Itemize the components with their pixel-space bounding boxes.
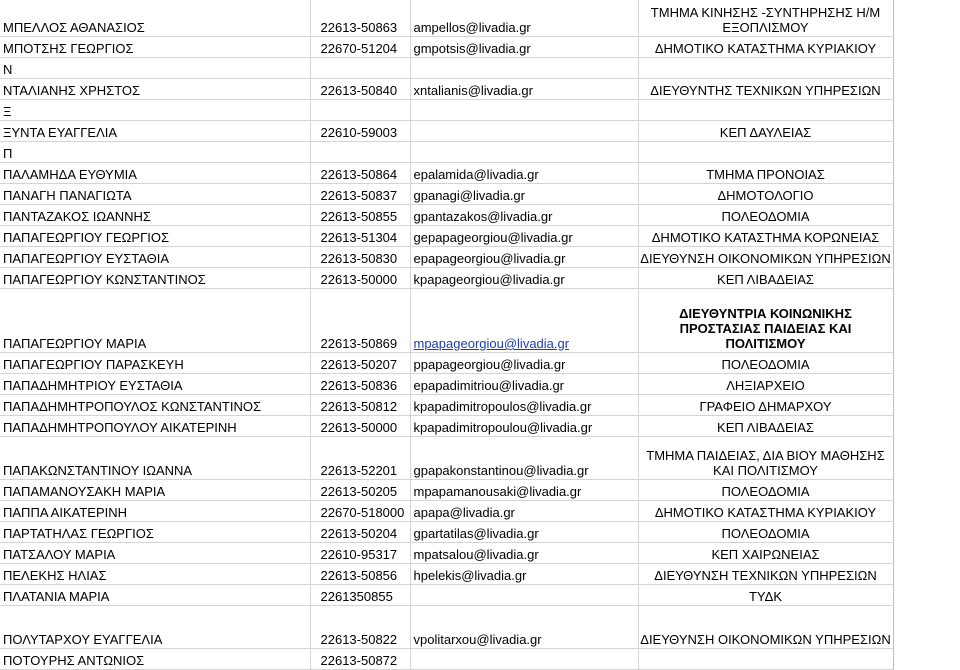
department-cell: ΔΙΕΥΘΥΝΣΗ ΟΙΚΟΝΟΜΙΚΩΝ ΥΠΗΡΕΣΙΩΝ (638, 247, 893, 268)
department-cell (638, 649, 893, 670)
phone-cell (310, 58, 410, 79)
name-cell: ΠΑΠΑΔΗΜΗΤΡΟΠΟΥΛΟΥ ΑΙΚΑΤΕΡΙΝΗ (0, 416, 310, 437)
name-cell: ΠΑΠΑΜΑΝΟΥΣΑΚΗ ΜΑΡΙΑ (0, 480, 310, 501)
name-cell: ΠΟΛΥΤΑΡΧΟΥ ΕΥΑΓΓΕΛΙΑ (0, 606, 310, 649)
phone-cell: 22610-95317 (310, 543, 410, 564)
email-cell: epapadimitriou@livadia.gr (410, 374, 638, 395)
email-cell (410, 649, 638, 670)
phone-cell: 22613-51304 (310, 226, 410, 247)
phone-cell: 22613-50836 (310, 374, 410, 395)
table-row (0, 247, 893, 268)
phone-cell: 22613-50840 (310, 79, 410, 100)
department-cell: ΠΟΛΕΟΔΟΜΙΑ (638, 205, 893, 226)
name-cell: ΝΤΑΛΙΑΝΗΣ ΧΡΗΣΤΟΣ (0, 79, 310, 100)
table-row (0, 437, 893, 480)
phone-cell: 22613-50837 (310, 184, 410, 205)
department-cell: ΔΗΜΟΤΙΚΟ ΚΑΤΑΣΤΗΜΑ ΚΥΡΙΑΚΙΟΥ (638, 37, 893, 58)
email-cell: mpatsalou@livadia.gr (410, 543, 638, 564)
department-cell: ΤΥΔΚ (638, 585, 893, 606)
phone-cell: 22613-50822 (310, 606, 410, 649)
phone-cell: 22670-518000 (310, 501, 410, 522)
department-cell: ΔΙΕΥΘΥΝΤΗΣ ΤΕΧΝΙΚΩΝ ΥΠΗΡΕΣΙΩΝ (638, 79, 893, 100)
phone-cell: 22613-52201 (310, 437, 410, 480)
email-cell (410, 289, 638, 353)
phone-cell: 22613-50863 (310, 0, 410, 37)
phone-cell: 22613-50000 (310, 268, 410, 289)
email-cell: kpapadimitropoulou@livadia.gr (410, 416, 638, 437)
table-row (0, 522, 893, 543)
department-cell: ΠΟΛΕΟΔΟΜΙΑ (638, 353, 893, 374)
department-cell: ΚΕΠ ΛΙΒΑΔΕΙΑΣ (638, 416, 893, 437)
table-row (0, 289, 893, 353)
table-row (0, 163, 893, 184)
phone-cell: 22613-50812 (310, 395, 410, 416)
letter-divider-row (0, 58, 893, 79)
phone-cell (310, 100, 410, 121)
table-row (0, 374, 893, 395)
name-cell: ΠΑΠΑΓΕΩΡΓΙΟΥ ΕΥΣΤΑΘΙΑ (0, 247, 310, 268)
email-cell: epapageorgiou@livadia.gr (410, 247, 638, 268)
department-cell: ΤΜΗΜΑ ΚΙΝΗΣΗΣ -ΣΥΝΤΗΡΗΣΗΣ Η/Μ ΕΞΟΠΛΙΣΜΟΥ (638, 0, 893, 37)
department-cell: ΔΗΜΟΤΙΚΟ ΚΑΤΑΣΤΗΜΑ ΚΥΡΙΑΚΙΟΥ (638, 501, 893, 522)
table-row (0, 226, 893, 247)
email-cell: gpapakonstantinou@livadia.gr (410, 437, 638, 480)
name-cell: ΠΑΠΑΓΕΩΡΓΙΟΥ ΓΕΩΡΓΙΟΣ (0, 226, 310, 247)
table-row (0, 37, 893, 58)
department-cell: ΛΗΞΙΑΡΧΕΙΟ (638, 374, 893, 395)
department-cell: ΚΕΠ ΛΙΒΑΔΕΙΑΣ (638, 268, 893, 289)
department-cell: ΚΕΠ ΧΑΙΡΩΝΕΙΑΣ (638, 543, 893, 564)
department-cell (638, 142, 893, 163)
name-cell: ΠΑΡΤΑΤΗΛΑΣ ΓΕΩΡΓΙΟΣ (0, 522, 310, 543)
name-cell: ΠΑΠΑΓΕΩΡΓΙΟΥ ΚΩΝΣΤΑΝΤΙΝΟΣ (0, 268, 310, 289)
name-cell: ΠΕΛΕΚΗΣ ΗΛΙΑΣ (0, 564, 310, 585)
email-cell: ppapageorgiou@livadia.gr (410, 353, 638, 374)
table-row (0, 416, 893, 437)
email-cell (410, 100, 638, 121)
department-cell: ΔΙΕΥΘΥΝΣΗ ΟΙΚΟΝΟΜΙΚΩΝ ΥΠΗΡΕΣΙΩΝ (638, 606, 893, 649)
table-row (0, 395, 893, 416)
email-cell: ampellos@livadia.gr (410, 0, 638, 37)
letter-divider-row (0, 100, 893, 121)
department-cell: ΤΜΗΜΑ ΠΡΟΝΟΙΑΣ (638, 163, 893, 184)
table-row (0, 585, 893, 606)
email-cell (410, 58, 638, 79)
table-row (0, 205, 893, 226)
phone-cell: 22613-50856 (310, 564, 410, 585)
table-row (0, 353, 893, 374)
email-cell (410, 142, 638, 163)
table-row (0, 268, 893, 289)
phone-cell: 22613-50872 (310, 649, 410, 670)
table-row (0, 121, 893, 142)
name-cell: ΠΑΠΑΚΩΝΣΤΑΝΤΙΝΟΥ ΙΩΑΝΝΑ (0, 437, 310, 480)
email-cell: xntalianis@livadia.gr (410, 79, 638, 100)
name-cell: ΞΥΝΤΑ ΕΥΑΓΓΕΛΙΑ (0, 121, 310, 142)
department-cell: ΚΕΠ ΔΑΥΛΕΙΑΣ (638, 121, 893, 142)
email-cell: vpolitarxou@livadia.gr (410, 606, 638, 649)
phone-cell: 22613-50869 (310, 289, 410, 353)
department-cell: ΤΜΗΜΑ ΠΑΙΔΕΙΑΣ, ΔΙΑ ΒΙΟΥ ΜΑΘΗΣΗΣ ΚΑΙ ΠΟΛΙΤΙΣΜΟΥ (638, 437, 893, 480)
table-row (0, 184, 893, 205)
phone-cell: 22670-51204 (310, 37, 410, 58)
name-cell: ΠΑΤΣΑΛΟΥ ΜΑΡΙΑ (0, 543, 310, 564)
table-row (0, 501, 893, 522)
phone-cell: 22613-50204 (310, 522, 410, 543)
table-row (0, 564, 893, 585)
email-cell: kpapageorgiou@livadia.gr (410, 268, 638, 289)
letter-divider-cell: Π (0, 142, 310, 163)
email-cell: gpantazakos@livadia.gr (410, 205, 638, 226)
department-cell: ΠΟΛΕΟΔΟΜΙΑ (638, 480, 893, 501)
name-cell: ΠΑΝΑΓΗ ΠΑΝΑΓΙΩΤΑ (0, 184, 310, 205)
email-cell: gpartatilas@livadia.gr (410, 522, 638, 543)
department-cell (638, 100, 893, 121)
name-cell: ΠΑΠΑΓΕΩΡΓΙΟΥ ΜΑΡΙΑ (0, 289, 310, 353)
letter-divider-cell: Ξ (0, 100, 310, 121)
table-row (0, 606, 893, 649)
table-row (0, 649, 893, 670)
email-cell: gpanagi@livadia.gr (410, 184, 638, 205)
email-cell: kpapadimitropoulos@livadia.gr (410, 395, 638, 416)
department-cell: ΔΗΜΟΤΙΚΟ ΚΑΤΑΣΤΗΜΑ ΚΟΡΩΝΕΙΑΣ (638, 226, 893, 247)
email-cell: gmpotsis@livadia.gr (410, 37, 638, 58)
table-row (0, 79, 893, 100)
phone-cell: 22613-50207 (310, 353, 410, 374)
email-cell (410, 121, 638, 142)
name-cell: ΠΑΝΤΑΖΑΚΟΣ ΙΩΑΝΝΗΣ (0, 205, 310, 226)
email-cell: mpapamanousaki@livadia.gr (410, 480, 638, 501)
department-cell: ΓΡΑΦΕΙΟ ΔΗΜΑΡΧΟΥ (638, 395, 893, 416)
name-cell: ΜΠΕΛΛΟΣ ΑΘΑΝΑΣΙΟΣ (0, 0, 310, 37)
phone-cell (310, 142, 410, 163)
phone-cell: 22610-59003 (310, 121, 410, 142)
department-cell (638, 58, 893, 79)
phone-cell: 2261350855 (310, 585, 410, 606)
department-cell: ΠΟΛΕΟΔΟΜΙΑ (638, 522, 893, 543)
table-row (0, 543, 893, 564)
department-cell: ΔΙΕΥΘΥΝΣΗ ΤΕΧΝΙΚΩΝ ΥΠΗΡΕΣΙΩΝ (638, 564, 893, 585)
phone-cell: 22613-50855 (310, 205, 410, 226)
email-cell: hpelekis@livadia.gr (410, 564, 638, 585)
name-cell: ΠΑΠΑΓΕΩΡΓΙΟΥ ΠΑΡΑΣΚΕΥΗ (0, 353, 310, 374)
department-cell: ΔΗΜΟΤΟΛΟΓΙΟ (638, 184, 893, 205)
name-cell: ΜΠΟΤΣΗΣ ΓΕΩΡΓΙΟΣ (0, 37, 310, 58)
phone-cell: 22613-50830 (310, 247, 410, 268)
table-row (0, 0, 893, 37)
email-link[interactable]: mpapageorgiou@livadia.gr (413, 336, 570, 351)
email-cell: epalamida@livadia.gr (410, 163, 638, 184)
email-cell: gepapageorgiou@livadia.gr (410, 226, 638, 247)
phone-cell: 22613-50205 (310, 480, 410, 501)
letter-divider-row (0, 142, 893, 163)
letter-divider-cell: Ν (0, 58, 310, 79)
phone-cell: 22613-50864 (310, 163, 410, 184)
name-cell: ΠΑΠΑΔΗΜΗΤΡΟΠΟΥΛΟΣ ΚΩΝΣΤΑΝΤΙΝΟΣ (0, 395, 310, 416)
name-cell: ΠΑΛΑΜΗΔΑ ΕΥΘΥΜΙΑ (0, 163, 310, 184)
phone-cell: 22613-50000 (310, 416, 410, 437)
department-cell: ΔΙΕΥΘΥΝΤΡΙΑ ΚΟΙΝΩΝΙΚΗΣ ΠΡΟΣΤΑΣΙΑΣ ΠΑΙΔΕΙΑΣ ΚΑΙ ΠΟΛΙΤΙΣΜΟΥ (638, 289, 893, 353)
email-cell: apapa@livadia.gr (410, 501, 638, 522)
name-cell: ΠΟΤΟΥΡΗΣ ΑΝΤΩΝΙΟΣ (0, 649, 310, 670)
name-cell: ΠΑΠΑΔΗΜΗΤΡΙΟΥ ΕΥΣΤΑΘΙΑ (0, 374, 310, 395)
table-row (0, 480, 893, 501)
name-cell: ΠΑΠΠΑ ΑΙΚΑΤΕΡΙΝΗ (0, 501, 310, 522)
name-cell: ΠΛΑΤΑΝΙΑ ΜΑΡΙΑ (0, 585, 310, 606)
email-cell (410, 585, 638, 606)
